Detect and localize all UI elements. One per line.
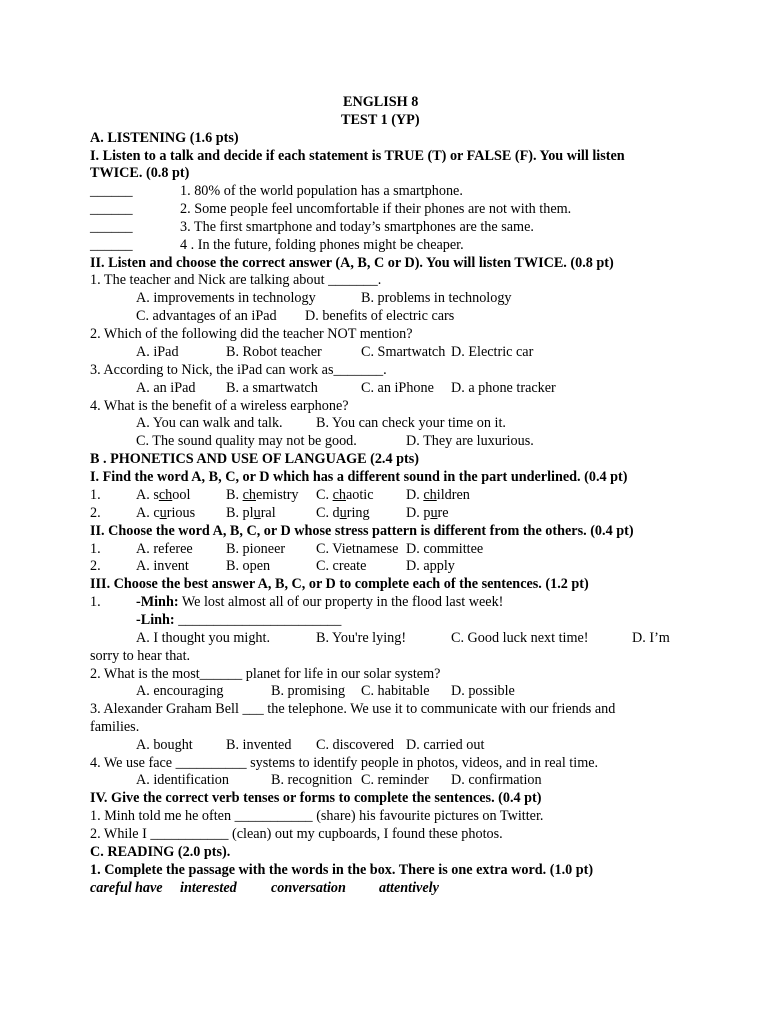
question: 3. Alexander Graham Bell ___ the telephone. We use it to communicate with our friends and (90, 701, 616, 717)
word-box-word: careful (90, 880, 132, 896)
option-d: D. pure (406, 505, 449, 521)
option-b: B. You're lying! (316, 630, 407, 646)
option-a: A. an iPad (136, 380, 196, 396)
option-c: C. discovered (316, 737, 395, 753)
option-a: A. encouraging (136, 683, 224, 699)
option-a: A. curious (136, 505, 196, 521)
sentence: 2. While I ___________ (clean) out my cupboards, I found these photos. (90, 826, 503, 842)
exam-test-title: TEST 1 (YP) (341, 112, 420, 128)
option-c: C. Smartwatch (361, 344, 446, 360)
question-number: 1. (90, 594, 101, 610)
option-a: A. identification (136, 772, 229, 788)
question: 3. According to Nick, the iPad can work as_______. (90, 362, 387, 378)
option-d: D. children (406, 487, 470, 503)
option-b: B. plural (226, 505, 276, 521)
option-a: A. school (136, 487, 191, 503)
tf-statement: 3. The first smartphone and today’s smartphones are the same. (180, 219, 534, 235)
question: 4. What is the benefit of a wireless earphone? (90, 398, 349, 414)
option-b: B. pioneer (226, 541, 286, 557)
option-b: B. invented (226, 737, 292, 753)
option-b: B. a smartwatch (226, 380, 318, 396)
option-d: D. apply (406, 558, 455, 574)
word-box-word: conversation (271, 880, 346, 896)
option-c: C. an iPhone (361, 380, 434, 396)
tf-statement: 4 . In the future, folding phones might be cheaper. (180, 237, 464, 253)
word-box-word: have (135, 880, 163, 896)
option-c: C. create (316, 558, 367, 574)
answer-blank: ______ (90, 237, 133, 253)
option-d: D. They are luxurious. (406, 433, 534, 449)
option-b: B. You can check your time on it. (316, 415, 506, 431)
option-d-continued: sorry to hear that. (90, 648, 191, 664)
option-a: A. You can walk and talk. (136, 415, 283, 431)
option-b: B. problems in technology (361, 290, 512, 306)
option-a: A. iPad (136, 344, 179, 360)
option-d: D. I’m (632, 630, 670, 646)
question: 1. The teacher and Nick are talking about _______. (90, 272, 382, 288)
answer-blank: ______ (90, 183, 133, 199)
underlined-part: u (253, 505, 261, 521)
option-a: A. invent (136, 558, 189, 574)
option-d: D. committee (406, 541, 484, 557)
option-c: C. habitable (361, 683, 430, 699)
reading-part1-instruction: 1. Complete the passage with the words in the box. There is one extra word. (1.0 pt) (90, 862, 594, 878)
underlined-part: ch (332, 487, 346, 503)
option-b: B. Robot teacher (226, 344, 322, 360)
option-a: A. referee (136, 541, 193, 557)
word-box-word: interested (180, 880, 237, 896)
underlined-part: u (430, 505, 438, 521)
tf-statement: 1. 80% of the world population has a smartphone. (180, 183, 463, 199)
exam-subject: ENGLISH 8 (343, 94, 419, 110)
option-b: B. chemistry (226, 487, 299, 503)
option-b: B. promising (271, 683, 346, 699)
section-listening-title: A. LISTENING (1.6 pts) (90, 130, 239, 146)
underlined-part: u (159, 505, 167, 521)
option-c: C. advantages of an iPad (136, 308, 277, 324)
option-c: C. reminder (361, 772, 429, 788)
listening-part1-instruction-cont: TWICE. (0.8 pt) (90, 165, 190, 181)
question-number: 2. (90, 558, 101, 574)
option-d: D. possible (451, 683, 515, 699)
listening-part1-instruction: I. Listen to a talk and decide if each statement is TRUE (T) or FALSE (F). You will listen (90, 148, 625, 164)
option-b: B. open (226, 558, 271, 574)
option-d: D. confirmation (451, 772, 542, 788)
option-a: A. improvements in technology (136, 290, 316, 306)
dialogue-line-minh: -Minh: We lost almost all of our property in the flood last week! (136, 594, 504, 610)
answer-blank: ______ (90, 201, 133, 217)
section-reading-title: C. READING (2.0 pts). (90, 844, 231, 860)
question: 2. What is the most______ planet for life in our solar system? (90, 666, 441, 682)
section-phonetics-title: B . PHONETICS AND USE OF LANGUAGE (2.4 pts) (90, 451, 419, 467)
option-b: B. recognition (271, 772, 353, 788)
tf-statement: 2. Some people feel uncomfortable if their phones are not with them. (180, 201, 572, 217)
option-d: D. Electric car (451, 344, 534, 360)
question: 4. We use face __________ systems to identify people in photos, videos, and in real time. (90, 755, 599, 771)
listening-part2-instruction: II. Listen and choose the correct answer (A, B, C or D). You will listen TWICE. (0.8 pt) (90, 255, 614, 271)
question: 2. Which of the following did the teacher NOT mention? (90, 326, 413, 342)
option-a: A. I thought you might. (136, 630, 270, 646)
phonetics-part4-instruction: IV. Give the correct verb tenses or forms to complete the sentences. (0.4 pt) (90, 790, 542, 806)
option-d: D. benefits of electric cars (305, 308, 455, 324)
question-cont: families. (90, 719, 140, 735)
option-d: D. a phone tracker (451, 380, 556, 396)
underlined-part: u (339, 505, 347, 521)
question-number: 1. (90, 487, 101, 503)
option-a: A. bought (136, 737, 193, 753)
answer-blank: ______ (90, 219, 133, 235)
option-c: C. The sound quality may not be good. (136, 433, 357, 449)
question-number: 1. (90, 541, 101, 557)
option-d: D. carried out (406, 737, 485, 753)
question-number: 2. (90, 505, 101, 521)
underlined-part: ch (158, 487, 173, 503)
phonetics-part2-instruction: II. Choose the word A, B, C, or D whose stress pattern is different from the others. (0.4 pt) (90, 523, 634, 539)
option-c: C. during (316, 505, 370, 521)
underlined-part: ch (423, 487, 437, 503)
underlined-part: ch (242, 487, 256, 503)
dialogue-line-linh: -Linh: _______________________ (136, 612, 342, 628)
option-c: C. Good luck next time! (451, 630, 589, 646)
phonetics-part1-instruction: I. Find the word A, B, C, or D which has a different sound in the part underlined. (0.4 pt) (90, 469, 628, 485)
option-c: C. chaotic (316, 487, 374, 503)
phonetics-part3-instruction: III. Choose the best answer A, B, C, or D to complete each of the sentences. (1.2 pt) (90, 576, 589, 592)
sentence: 1. Minh told me he often ___________ (share) his favourite pictures on Twitter. (90, 808, 544, 824)
word-box-word: attentively (379, 880, 439, 896)
option-c: C. Vietnamese (316, 541, 399, 557)
